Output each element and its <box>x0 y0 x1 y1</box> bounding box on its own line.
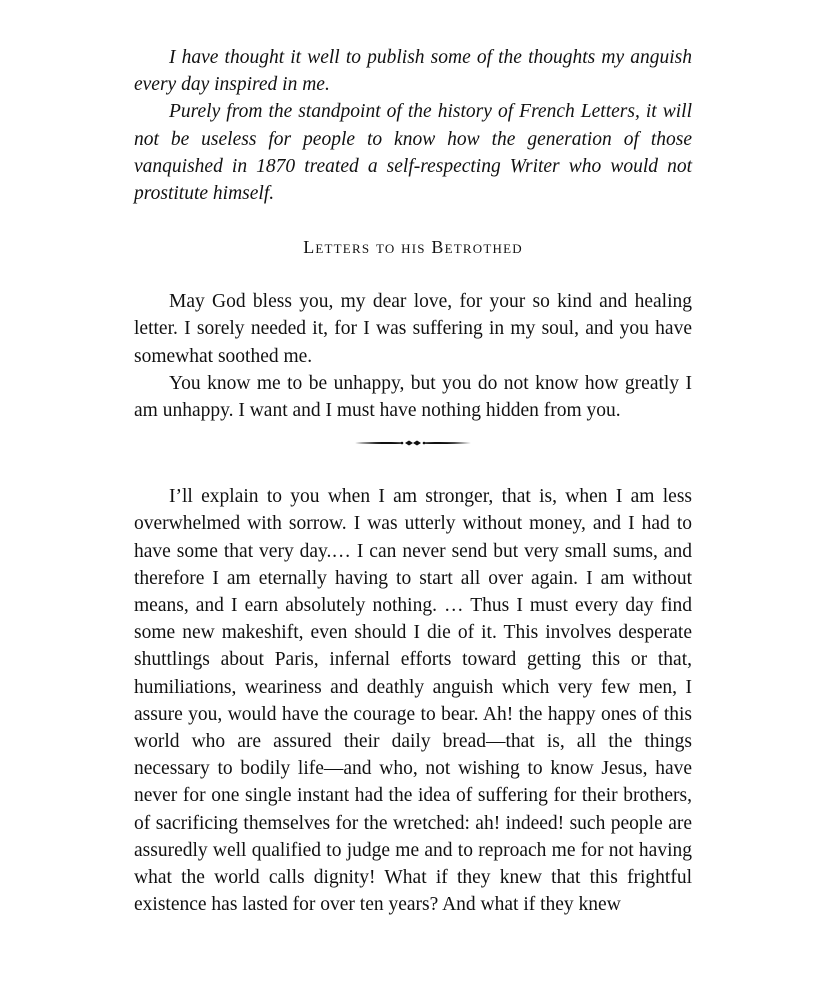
fleuron-divider-icon <box>134 436 692 450</box>
preface-paragraph: Purely from the standpoint of the history of French Letters, it will not be useless for people to know how the generation of those vanquished in 1870 treated a self-respecting Writer who would not prostitute himself. <box>134 101 692 205</box>
letter-paragraph: You know me to be unhappy, but you do not know how greatly I am unhappy. I want and I must have nothing hidden from you. <box>134 372 692 422</box>
book-page <box>134 44 692 918</box>
letter-paragraph: May God bless you, my dear love, for your so kind and healing letter. I sorely needed it, for I was suffering in my soul, and you have somewhat soothed me. <box>134 291 692 367</box>
section-heading: Letters to his Betrothed <box>303 237 523 258</box>
letter-paragraph: I’ll explain to you when I am stronger, that is, when I am less overwhelmed with sorrow. I was utterly without money, and I had to have some that very day.… I can never send but very small sums, and therefore I am eternally having to start all over again. I am without means, and I earn absolutely nothing. … Thus I must every day find some new makeshift, even should I die of it. This involves desperate shuttlings about Paris, infernal efforts toward getting this or that, humiliations, weariness and deathly anguish which very few men, I assure you, would have the courage to bear. Ah! the happy ones of this world who are assured their daily bread—that is, all the things necessary to bodily life—and who, not wishing to know Jesus, have never for one single instant had the idea of suffering for their brothers, of sacrificing themselves for the wretched: ah! indeed! such people are assuredly well qualified to judge me and to reproach me for not having what the world calls dignity! What if they knew that this frightful existence has lasted for over ten years? And what if they knew <box>134 486 692 916</box>
preface-paragraph: I have thought it well to publish some of the thoughts my anguish every day inspired in me. <box>134 47 692 96</box>
